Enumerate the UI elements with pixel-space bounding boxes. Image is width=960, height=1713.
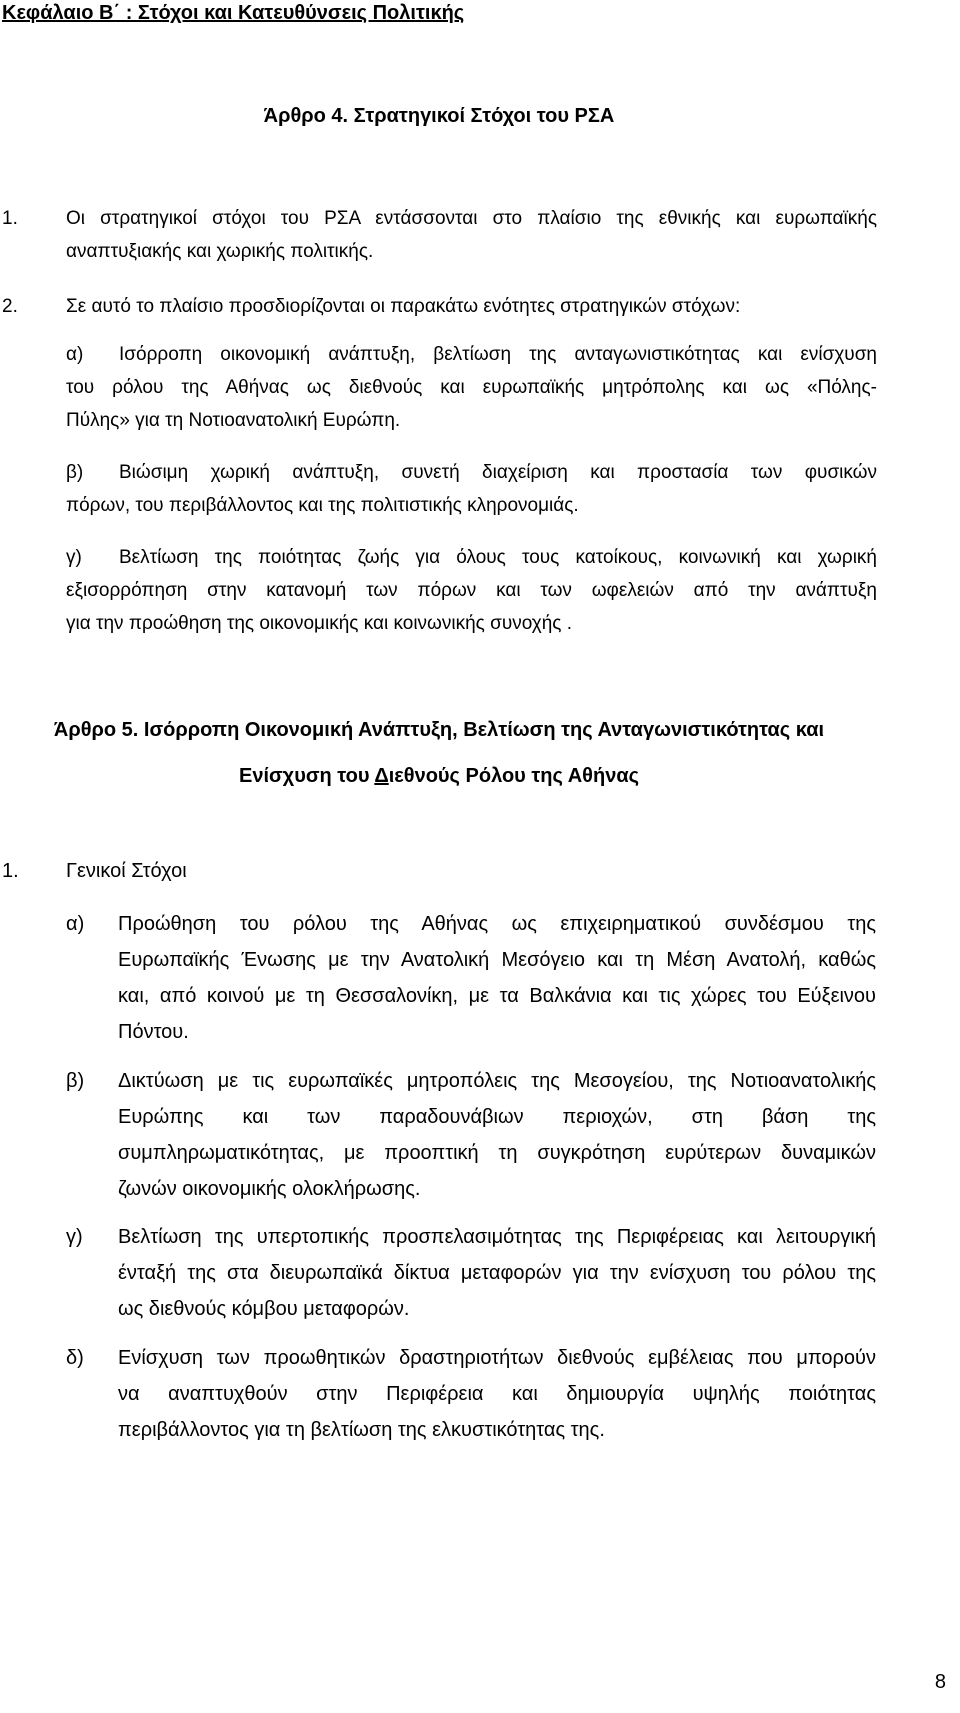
section-number: 1. xyxy=(2,860,19,882)
article-4-paragraph-2-number: 2. xyxy=(2,296,18,317)
article-5-item-line: Ευρώπης και των παραδουνάβιων περιοχών, στη βάση της xyxy=(118,1106,876,1128)
article-4-item-line: Ισόρροπη οικονομική ανάπτυξη, βελτίωση της ανταγωνιστικότητας και ενίσχυση xyxy=(119,344,877,365)
article-4-item-line: του ρόλου της Αθήνας ως διεθνούς και ευρωπαϊκής μητρόπολης και ως «Πόλης- xyxy=(66,377,877,398)
article-4-item-line: Βιώσιμη χωρική ανάπτυξη, συνετή διαχείριση και προστασία των φυσικών xyxy=(119,462,877,483)
article-5-item-marker: α) xyxy=(66,913,85,935)
article-5-item-line: Βελτίωση της υπερτοπικής προσπελασιμότητας της Περιφέρειας και λειτουργική xyxy=(118,1226,876,1248)
chapter-title: Κεφάλαιο Β΄ : Στόχοι και Κατευθύνσεις Πολιτικής xyxy=(2,2,465,24)
article-4-item-marker: γ) xyxy=(66,547,82,568)
article-5-title-underlined-letter: Δ xyxy=(374,765,389,787)
article-4-item-line: Πύλης» για τη Νοτιοανατολική Ευρώπη. xyxy=(66,410,401,431)
article-5-item-line: ως διεθνούς κόμβου μεταφορών. xyxy=(118,1298,410,1320)
article-4-item-line: Βελτίωση της ποιότητας ζωής για όλους τους κατοίκους, κοινωνική και χωρική xyxy=(119,547,877,568)
article-4-item-line: για την προώθηση της οικονομικής και κοινωνικής συνοχής . xyxy=(66,613,573,634)
article-4-item-marker: α) xyxy=(66,344,84,365)
article-5-item-line: ένταξή της στα διευρωπαϊκά δίκτυα μεταφορών για την ενίσχυση του ρόλου της xyxy=(118,1262,876,1284)
article-5-title-suffix: ιεθνούς Ρόλου της Αθήνας xyxy=(388,765,640,787)
article-5-item-line: Ευρωπαϊκής Ένωσης με την Ανατολική Μεσόγειο και τη Μέση Ανατολή, καθώς xyxy=(118,949,876,971)
page-number: 8 xyxy=(934,1671,946,1693)
article-5-item-marker: δ) xyxy=(66,1347,84,1369)
section-title: Γενικοί Στόχοι xyxy=(66,860,187,882)
article-4-item-line: εξισορρόπηση στην κατανομή των πόρων και των ωφελειών από την ανάπτυξη xyxy=(66,580,877,601)
article-5-title-prefix: Ενίσχυση του xyxy=(238,765,375,787)
article-5-item-line: ζωνών οικονομικής ολοκλήρωσης. xyxy=(118,1178,421,1200)
article-5-item-line: Δικτύωση με τις ευρωπαϊκές μητροπόλεις της Μεσογείου, της Νοτιοανατολικής xyxy=(118,1070,876,1092)
article-5-title-line-2 xyxy=(0,765,878,788)
article-4-paragraph-1-number: 1. xyxy=(2,208,18,229)
article-5-item-line: Ενίσχυση των προωθητικών δραστηριοτήτων διεθνούς εμβέλειας που μπορούν xyxy=(118,1347,876,1369)
article-5-item-line: να αναπτυχθούν στην Περιφέρεια και δημιουργία υψηλής ποιότητας xyxy=(118,1383,876,1405)
article-4-title: Άρθρο 4. Στρατηγικοί Στόχοι του ΡΣΑ xyxy=(263,105,615,127)
article-5-item-marker: β) xyxy=(66,1070,85,1092)
article-4-item-marker: β) xyxy=(66,462,84,483)
article-5-item-line: και, από κοινού με τη Θεσσαλονίκη, με τα Βαλκάνια και τις χώρες του Εύξεινου xyxy=(118,985,876,1007)
article-5-title-line-1: Άρθρο 5. Ισόρροπη Οικονομική Ανάπτυξη, Βελτίωση της Ανταγωνιστικότητας και xyxy=(53,719,825,741)
article-4-paragraph-1-line: αναπτυξιακής και χωρικής πολιτικής. xyxy=(66,241,374,262)
article-5-item-line: περιβάλλοντος για τη βελτίωση της ελκυστικότητας της. xyxy=(118,1419,605,1441)
article-5-item-line: Προώθηση του ρόλου της Αθήνας ως επιχειρηματικού συνδέσμου της xyxy=(118,913,876,935)
article-5-item-line: Πόντου. xyxy=(118,1021,189,1043)
article-4-paragraph-2-intro: Σε αυτό το πλαίσιο προσδιορίζονται οι παρακάτω ενότητες στρατηγικών στόχων: xyxy=(66,296,741,317)
article-5-item-marker: γ) xyxy=(66,1226,83,1248)
article-5-item-line: συμπληρωματικότητας, με προοπτική τη συγκρότηση ευρύτερων δυναμικών xyxy=(118,1142,876,1164)
article-4-paragraph-1-line: Οι στρατηγικοί στόχοι του ΡΣΑ εντάσσονται στο πλαίσιο της εθνικής και ευρωπαϊκής xyxy=(66,208,877,229)
article-4-item-line: πόρων, του περιβάλλοντος και της πολιτιστικής κληρονομιάς. xyxy=(66,495,579,516)
